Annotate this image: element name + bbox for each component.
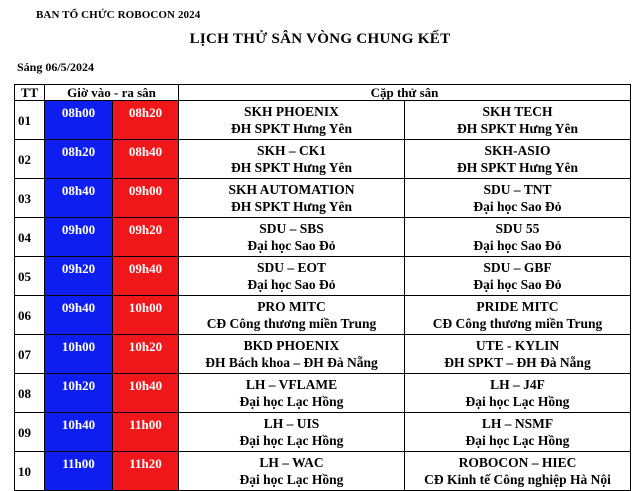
time-in-cell: 10h00 [45, 335, 113, 374]
organizer-heading: BAN TỔ CHỨC ROBOCON 2024 [36, 9, 201, 21]
row-number: 05 [15, 257, 45, 296]
team-a-school: Đại học Lạc Hồng [239, 433, 344, 448]
time-out-cell: 08h40 [113, 140, 179, 179]
team-a-name: LH – UIS [263, 416, 320, 431]
team-a-school: Đại học Lạc Hồng [239, 394, 344, 409]
team-a-cell [179, 257, 405, 296]
team-a-name: LH – WAC [259, 455, 324, 470]
row-number: 09 [15, 413, 45, 452]
time-out-cell: 09h40 [113, 257, 179, 296]
schedule-date: Sáng 06/5/2024 [17, 60, 95, 74]
team-b-school: Đại học Lạc Hồng [465, 394, 570, 409]
team-a-school: ĐH SPKT Hưng Yên [231, 199, 352, 214]
table-row [15, 140, 631, 179]
row-number: 07 [15, 335, 45, 374]
row-number: 10 [15, 452, 45, 491]
column-header-time: Giờ vào - ra sân [45, 85, 179, 101]
time-out-cell: 11h00 [113, 413, 179, 452]
team-b-school: Đại học Sao Đỏ [473, 277, 562, 292]
team-b-school: Đại học Sao Đỏ [473, 199, 562, 214]
time-out-cell: 10h40 [113, 374, 179, 413]
team-b-cell [405, 257, 631, 296]
team-b-school: Đại học Lạc Hồng [465, 433, 570, 448]
row-number: 06 [15, 296, 45, 335]
team-b-name: SKH-ASIO [484, 143, 551, 158]
team-b-cell [405, 296, 631, 335]
team-a-cell [179, 452, 405, 491]
time-in-cell: 09h40 [45, 296, 113, 335]
schedule-table [14, 84, 631, 491]
schedule-title: LỊCH THỬ SÂN VÒNG CHUNG KẾT [189, 31, 451, 47]
row-number: 01 [15, 101, 45, 140]
time-out-cell: 11h20 [113, 452, 179, 491]
table-row [15, 101, 631, 140]
team-a-cell [179, 140, 405, 179]
team-b-school: ĐH SPKT – ĐH Đà Nẵng [444, 355, 591, 370]
time-out-cell: 08h20 [113, 101, 179, 140]
team-b-cell [405, 452, 631, 491]
team-b-name: SKH TECH [482, 104, 553, 119]
team-a-school: ĐH SPKT Hưng Yên [231, 121, 352, 136]
team-a-name: SKH AUTOMATION [228, 182, 355, 197]
time-in-cell: 09h00 [45, 218, 113, 257]
team-b-cell [405, 179, 631, 218]
table-row [15, 218, 631, 257]
team-b-name: UTE - KYLIN [475, 338, 560, 353]
team-b-school: CĐ Công thương miền Trung [432, 316, 603, 331]
team-a-name: PRO MITC [257, 299, 326, 314]
time-in-cell: 11h00 [45, 452, 113, 491]
row-number: 03 [15, 179, 45, 218]
team-b-school: ĐH SPKT Hưng Yên [457, 121, 578, 136]
team-a-cell [179, 413, 405, 452]
table-row [15, 296, 631, 335]
row-number: 08 [15, 374, 45, 413]
team-b-name: LH – NSMF [481, 416, 554, 431]
team-b-cell [405, 335, 631, 374]
team-a-cell [179, 218, 405, 257]
team-a-cell [179, 101, 405, 140]
row-number: 04 [15, 218, 45, 257]
team-b-cell [405, 374, 631, 413]
column-header-tt: TT [15, 85, 45, 101]
team-a-school: Đại học Sao Đỏ [247, 277, 336, 292]
time-in-cell: 08h20 [45, 140, 113, 179]
team-b-name: PRIDE MITC [476, 299, 559, 314]
team-a-name: SDU – SBS [259, 221, 324, 236]
team-b-cell [405, 140, 631, 179]
time-in-cell: 09h20 [45, 257, 113, 296]
table-row [15, 374, 631, 413]
time-out-cell: 09h00 [113, 179, 179, 218]
team-a-cell [179, 374, 405, 413]
time-out-cell: 09h20 [113, 218, 179, 257]
team-b-school: ĐH SPKT Hưng Yên [457, 160, 578, 175]
table-row [15, 335, 631, 374]
schedule-body [15, 101, 631, 491]
team-a-school: Đại học Sao Đỏ [247, 238, 336, 253]
team-a-cell [179, 179, 405, 218]
time-in-cell: 10h40 [45, 413, 113, 452]
team-a-name: SKH – CK1 [256, 143, 326, 158]
table-row [15, 452, 631, 491]
table-row [15, 413, 631, 452]
team-a-school: ĐH SPKT Hưng Yên [231, 160, 352, 175]
table-header-row [15, 85, 631, 101]
table-row [15, 257, 631, 296]
row-number: 02 [15, 140, 45, 179]
team-a-name: SDU – EOT [256, 260, 327, 275]
team-a-name: SKH PHOENIX [244, 104, 339, 119]
team-b-name: SDU – GBF [483, 260, 552, 275]
time-in-cell: 10h20 [45, 374, 113, 413]
team-b-name: ROBOCON – HIEC [458, 455, 577, 470]
time-in-cell: 08h40 [45, 179, 113, 218]
team-b-cell [405, 218, 631, 257]
team-a-name: BKD PHOENIX [243, 338, 340, 353]
team-b-name: LH – J4F [490, 377, 545, 392]
team-a-school: Đại học Lạc Hồng [239, 472, 344, 487]
team-a-school: ĐH Bách khoa – ĐH Đà Nẵng [205, 355, 378, 370]
team-a-name: LH – VFLAME [245, 377, 338, 392]
team-b-cell [405, 413, 631, 452]
time-out-cell: 10h00 [113, 296, 179, 335]
team-b-school: Đại học Sao Đỏ [473, 238, 562, 253]
time-out-cell: 10h20 [113, 335, 179, 374]
team-a-school: CĐ Công thương miền Trung [206, 316, 377, 331]
team-b-school: CĐ Kinh tế Công nghiệp Hà Nội [424, 472, 611, 487]
team-a-cell [179, 296, 405, 335]
table-row [15, 179, 631, 218]
column-header-pair: Cặp thử sân [179, 85, 631, 101]
team-b-name: SDU 55 [495, 221, 540, 236]
team-b-name: SDU – TNT [483, 182, 552, 197]
team-a-cell [179, 335, 405, 374]
team-b-cell [405, 101, 631, 140]
time-in-cell: 08h00 [45, 101, 113, 140]
